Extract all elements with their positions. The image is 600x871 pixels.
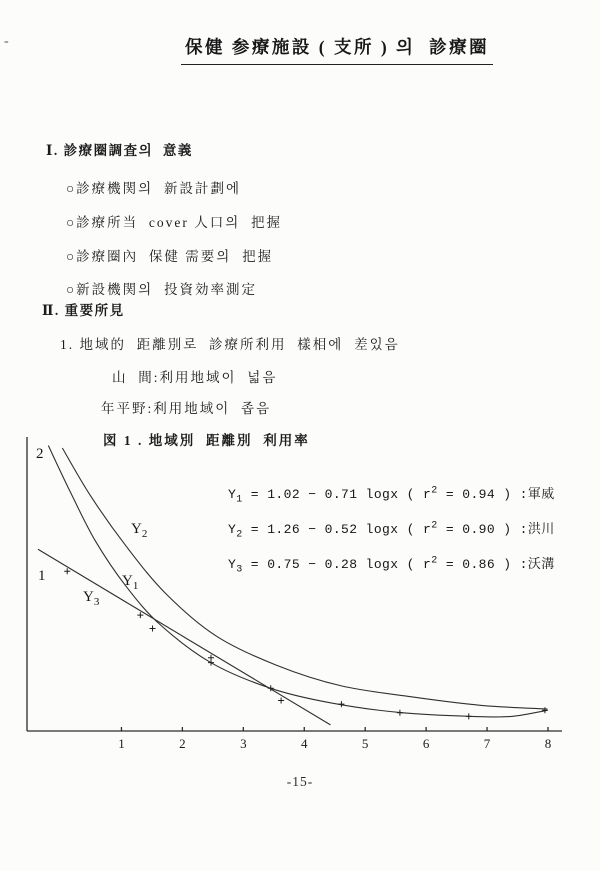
equation-body: = 1.02 − 0.71 logx ( r <box>242 487 432 502</box>
curve-Y3 <box>38 549 331 725</box>
equation-body: = 0.75 − 0.28 logx ( r <box>242 557 432 572</box>
figure-caption: 図 1 . 地域別 距離別 利用率 <box>103 433 310 448</box>
data-point-marker <box>542 707 548 713</box>
data-point-marker <box>150 626 156 632</box>
equation-superscript: 2 <box>431 520 438 532</box>
bullet-line: ○診療機関의 新設計劃에 <box>66 181 241 196</box>
equation-tail: = 0.86 ) :沃溝 <box>437 557 555 572</box>
data-point-marker <box>137 612 143 618</box>
stray-scan-mark: - <box>4 34 9 49</box>
equation-subscript: 2 <box>236 529 243 541</box>
equation-superscript: 2 <box>431 555 438 567</box>
sub-item-mountain: 山 間:利用地域이 넓음 <box>112 370 278 385</box>
bullet-line: ○新設機関의 投資効率測定 <box>66 282 257 297</box>
data-point-marker <box>466 713 472 719</box>
x-tick-label: 8 <box>544 736 552 751</box>
data-point-marker <box>397 710 403 716</box>
equation-subscript: 1 <box>236 494 243 506</box>
equation-tail: = 0.94 ) :軍威 <box>437 487 555 502</box>
page-title: 保健 参療施設 ( 支所 ) 의 診療圈 <box>181 34 493 65</box>
section-heading-1: Ⅰ. 診療圈調査의 意義 <box>46 143 193 158</box>
equation-body: = 1.26 − 0.52 logx ( r <box>242 522 432 537</box>
x-tick-label: 3 <box>240 736 247 751</box>
data-point-marker <box>208 655 214 661</box>
equation-subscript: 3 <box>236 564 243 576</box>
equation-tail: = 0.90 ) :洪川 <box>437 522 555 537</box>
curve-label: $Y_1$ <box>122 573 139 592</box>
x-tick-label: 7 <box>483 736 491 751</box>
x-tick-label: 4 <box>300 736 308 751</box>
bullet-line: ○診療所当 cover 人口의 把握 <box>66 215 283 230</box>
x-tick-label: 6 <box>422 736 430 751</box>
curve-label: $Y_2$ <box>131 521 148 540</box>
x-tick-label: 5 <box>361 736 369 751</box>
curve-Y2 <box>62 448 547 709</box>
equation-lhs: Y <box>228 487 237 502</box>
x-tick-label: 2 <box>179 736 186 751</box>
curve-label: $Y_3$ <box>83 589 100 608</box>
data-point-marker <box>338 701 344 707</box>
data-point-marker <box>278 698 284 704</box>
equation-lhs: Y <box>228 522 237 537</box>
x-tick-label: 1 <box>118 736 125 751</box>
bullet-line: ○診療圈內 保健 需要의 把握 <box>66 249 274 264</box>
data-point-marker <box>64 568 70 574</box>
y-axis-mark: 1 <box>38 568 46 584</box>
y-axis-mark: 2 <box>36 446 44 462</box>
section-heading-2: Ⅱ. 重要所見 <box>42 303 125 318</box>
equation-lhs: Y <box>228 557 237 572</box>
sub-item-plain: 年平野:利用地域이 좁음 <box>101 401 272 416</box>
numbered-item: 1. 地域的 距離別로 診療所利用 樣相에 差있음 <box>60 337 400 352</box>
equation-superscript: 2 <box>431 485 438 497</box>
page-number: -15- <box>286 774 314 789</box>
